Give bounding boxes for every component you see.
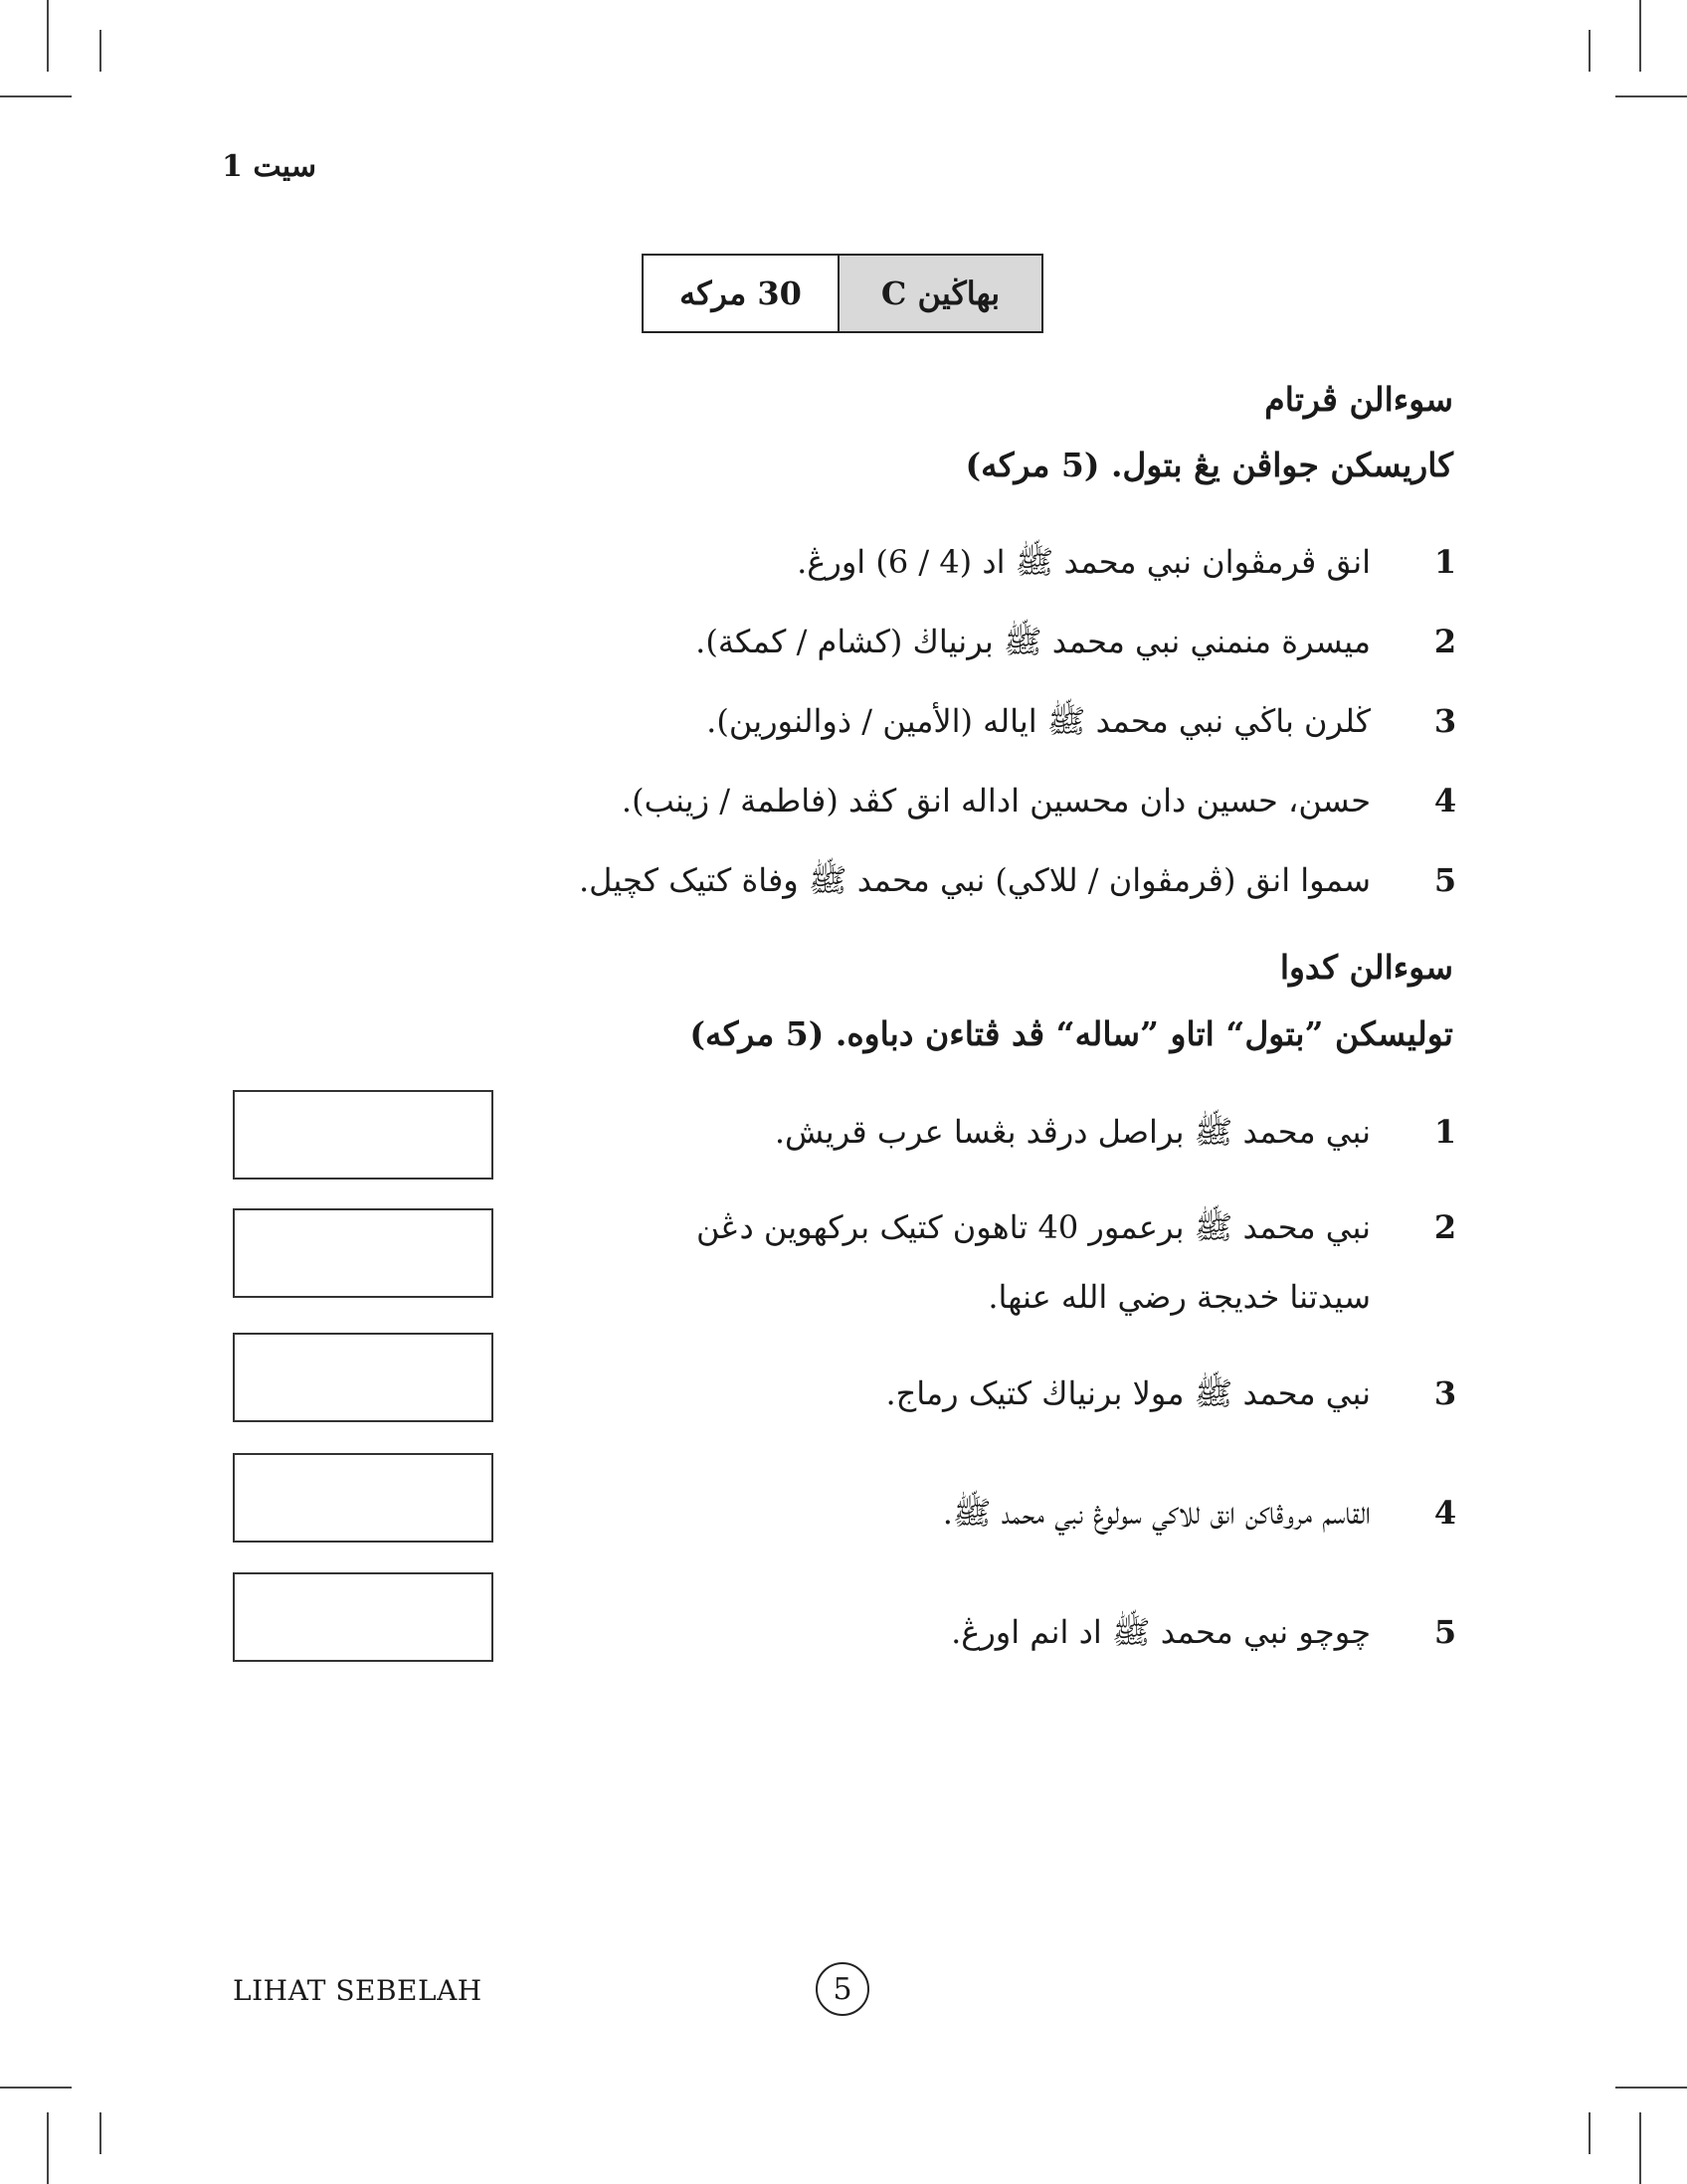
part1-question-number: 5 xyxy=(1433,861,1457,899)
answer-box-3[interactable] xyxy=(233,1333,493,1422)
part2-question-text: القاسم مروڤاكن انق للاكي سولوڠ نبي محمد ﷺ. xyxy=(942,1494,1371,1532)
part2-question-number: 2 xyxy=(1433,1208,1457,1246)
part2-question-text: چوچو نبي محمد ﷺ اد انم اورڠ. xyxy=(951,1613,1371,1651)
part1-question-text: سموا انق (ڤرمڤوان / للاكي) نبي محمد ﷺ وفاة كتيک كچيل. xyxy=(578,861,1371,899)
part1-question-number: 3 xyxy=(1433,702,1457,740)
crop-mark xyxy=(0,95,72,97)
crop-mark xyxy=(1589,30,1591,72)
crop-mark xyxy=(47,0,49,72)
part2-question-number: 3 xyxy=(1433,1374,1457,1412)
part1-heading: سوءالن ڤرتام xyxy=(1264,380,1453,419)
part2-question-text: نبي محمد ﷺ مولا برنياڬ كتيک رماج. xyxy=(885,1374,1371,1412)
crop-mark xyxy=(1615,2087,1687,2089)
answer-box-2[interactable] xyxy=(233,1208,493,1298)
answer-box-1[interactable] xyxy=(233,1090,493,1180)
part1-question-number: 2 xyxy=(1433,623,1457,660)
crop-mark xyxy=(1639,0,1641,72)
part2-question-text: نبي محمد ﷺ برعمور 40 تاهون كتيک بركهوين دڠن xyxy=(695,1208,1371,1246)
part1-question-text: ڬلرن باڬي نبي محمد ﷺ اياله (الأمين / ذوالنورين). xyxy=(706,702,1371,740)
part2-question-number: 1 xyxy=(1433,1113,1457,1151)
crop-mark xyxy=(47,2112,49,2184)
part2-question-number: 4 xyxy=(1433,1494,1457,1532)
crop-mark xyxy=(0,2087,72,2089)
part1-instruction: كاريسكن جواڤن يڠ بتول. (5 مركه) xyxy=(965,446,1453,484)
part2-heading: سوءالن كدوا xyxy=(1279,948,1453,987)
lihat-sebelah-footer: LIHAT SEBELAH xyxy=(233,1974,482,2007)
part1-question-text: حسن، حسين دان محسين اداله انق كڤد (فاطمة / زينب). xyxy=(621,782,1371,819)
crop-mark xyxy=(1589,2112,1591,2154)
crop-mark xyxy=(1615,95,1687,97)
part2-question-text-continued: سيدتنا خديجة رضي الله عنها. xyxy=(988,1278,1371,1316)
part2-question-text: نبي محمد ﷺ براصل درڤد بڠسا عرب قريش. xyxy=(774,1113,1371,1151)
part2-instruction: توليسكن ”بتول“ اتاو ”ساله“ ڤد ڤتاءن دباوه. (5 مركه) xyxy=(689,1014,1453,1053)
crop-mark xyxy=(99,2112,101,2154)
part1-question-text: ميسرة منمني نبي محمد ﷺ برنياڬ (كشام / كمكة). xyxy=(695,623,1371,660)
answer-box-4[interactable] xyxy=(233,1453,493,1543)
part2-question-number: 5 xyxy=(1433,1613,1457,1651)
section-marks: 30 مركه xyxy=(644,256,840,331)
answer-box-5[interactable] xyxy=(233,1572,493,1662)
set-label: سيت 1 xyxy=(222,149,316,184)
section-title: بهاڬين C xyxy=(840,256,1041,331)
part1-question-text: انق ڤرمڤوان نبي محمد ﷺ اد (4 / 6) اورڠ. xyxy=(797,543,1371,581)
crop-mark xyxy=(1639,2112,1641,2184)
crop-mark xyxy=(99,30,101,72)
part1-question-number: 4 xyxy=(1433,782,1457,819)
section-header-box xyxy=(642,254,1043,333)
page-number-value: 5 xyxy=(833,1971,852,2007)
page-number xyxy=(816,1962,869,2016)
part1-question-number: 1 xyxy=(1433,543,1457,581)
